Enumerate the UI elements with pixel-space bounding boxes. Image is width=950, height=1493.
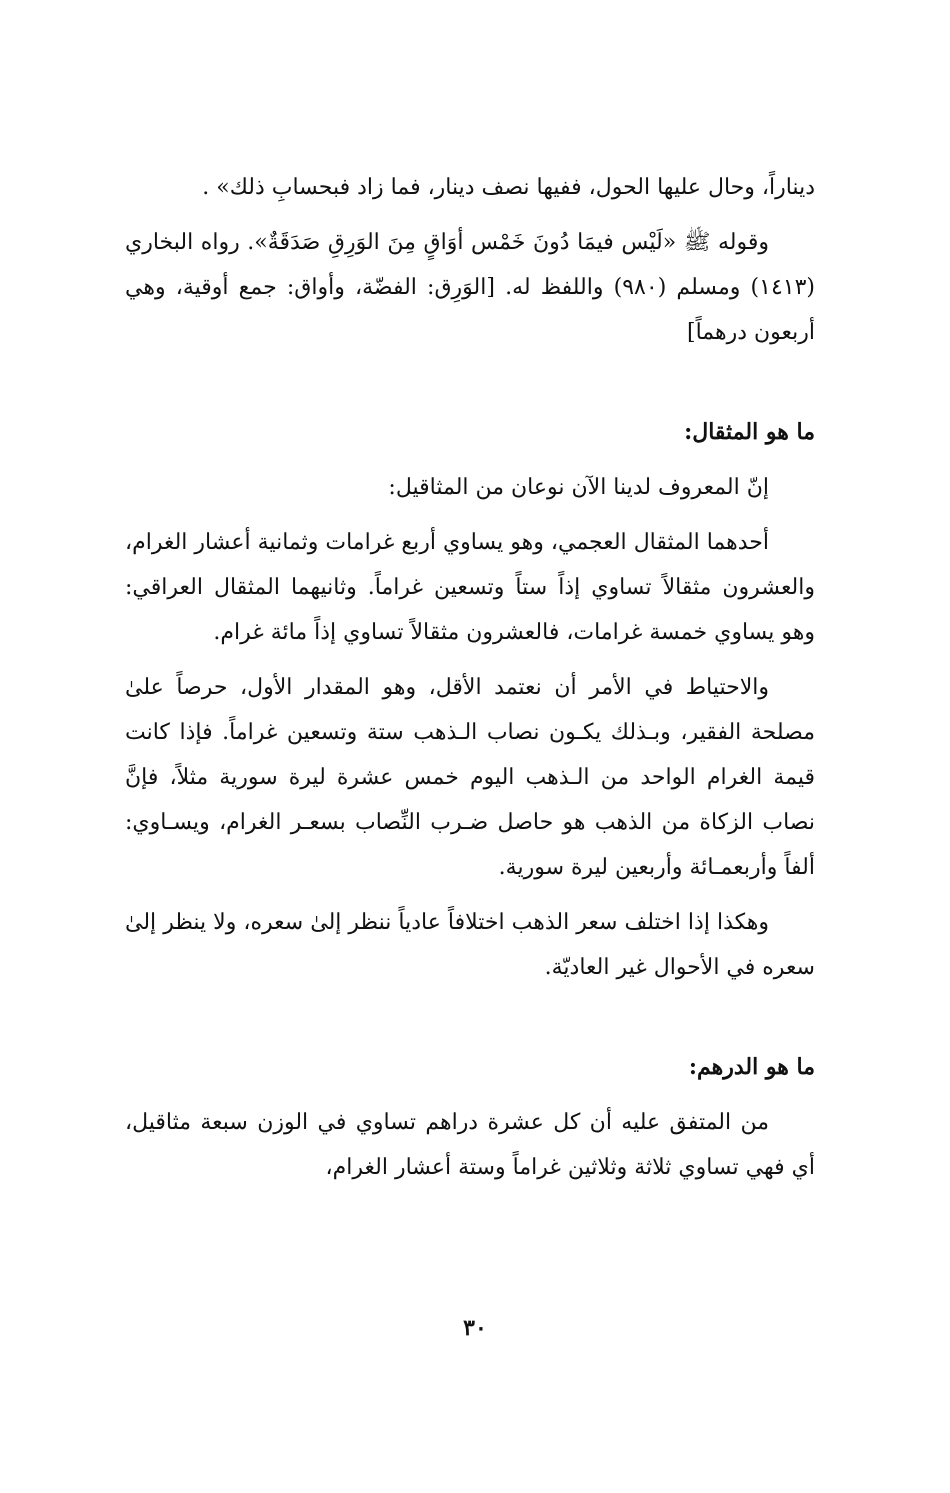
- section-heading-mithqal: ما هو المثقال:: [684, 419, 815, 445]
- paragraph-mithqal-types: أحدهما المثقال العجمي، وهو يساوي أربع غرامات وثمانية أعشار الغرام، والعشرون مثقالاً تساوي إذاً ستاً وتسعين غراماً. وثانيهما المثقال العراقي: وهو يساوي خمسة غرامات، فالعشرون مثقالاً تساوي إذاً مائة غرام.: [125, 530, 815, 645]
- paragraph-hadith: وقوله ﷺ «لَيْس فيمَا دُونَ خَمْس أوَاقٍ مِنَ الوَرِقِ صَدَقَةٌ». رواه البخاري (١٤١٣) ومسلم (٩٨٠) واللفظ له. [الوَرِق: الفضّة، وأواق: جمع أوقية، وهي أربعون درهماً]: [125, 230, 815, 345]
- paragraph-dirham: من المتفق عليه أن كل عشرة دراهم تساوي في الوزن سبعة مثاقيل، أي فهي تساوي ثلاثة وثلاثين غراماً وستة أعشار الغرام،: [125, 1110, 815, 1180]
- paragraph-price-change: وهكذا إذا اختلف سعر الذهب اختلافاً عادياً ننظر إلىٰ سعره، ولا ينظر إلىٰ سعره في الأحوال غير العاديّة.: [125, 910, 815, 980]
- paragraph-precaution: والاحتياط في الأمر أن نعتمد الأقل، وهو المقدار الأول، حرصاً علىٰ مصلحة الفقير، وبـذلك يكـون نصاب الـذهب ستة وتسعين غراماً. فإذا كانت قيمة الغرام الواحد من الـذهب اليوم خمس عشرة ليرة سورية مثلاً، فإنَّ نصاب الزكاة من الذهب هو حاصل ضـرب النِّصاب بسعـر الغرام، ويسـاوي: ألفاً وأربعمـائة وأربعين ليرة سورية.: [125, 675, 815, 880]
- section-heading-dirham: ما هو الدرهم:: [688, 1054, 815, 1080]
- paragraph-continuation: ديناراً، وحال عليها الحول، ففيها نصف دينار، فما زاد فبحسابِ ذلك» .: [202, 175, 815, 200]
- page-body: [125, 165, 815, 1200]
- page-number: ٣٠: [463, 1315, 487, 1341]
- paragraph-mithqal-intro: إنّ المعروف لدينا الآن نوعان من المثاقيل:: [388, 475, 769, 500]
